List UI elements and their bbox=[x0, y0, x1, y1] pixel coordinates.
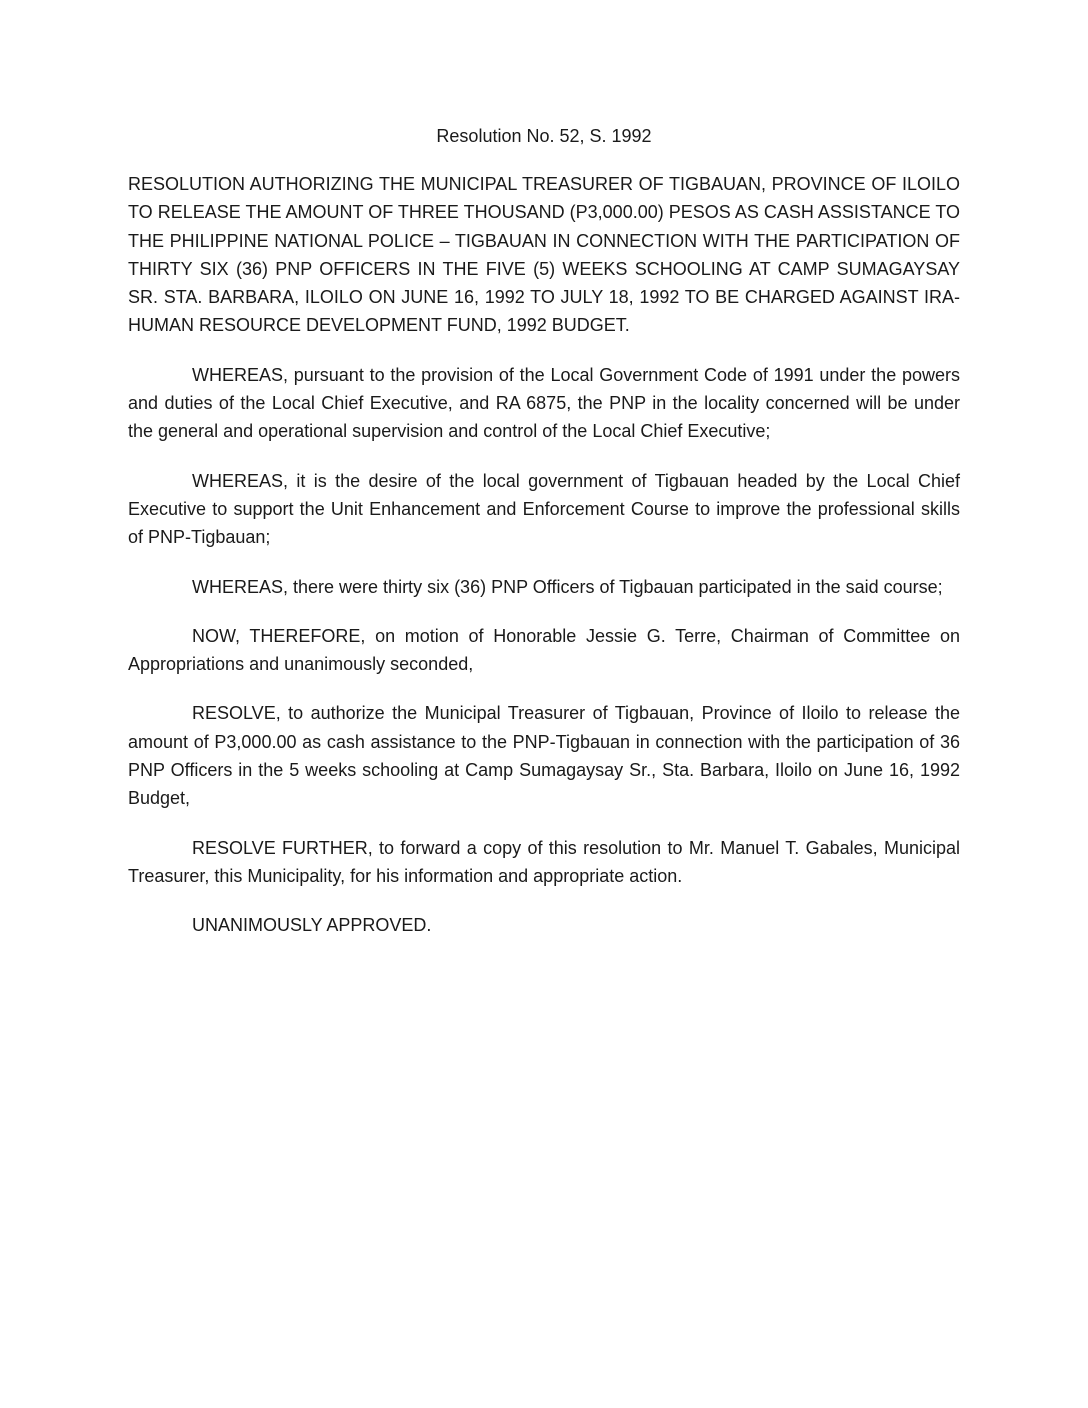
paragraph-resolution-preamble: RESOLUTION AUTHORIZING THE MUNICIPAL TREASURER OF TIGBAUAN, PROVINCE OF ILOILO TO RELEASE THE AMOUNT OF THREE THOUSAND (P3,000.00) PESOS AS CASH ASSISTANCE TO THE PHILIPPINE NATIONAL POLICE – TIGBAUAN IN CONNECTION WITH THE PARTICIPATION OF THIRTY SIX (36) PNP OFFICERS IN THE FIVE (5) WEEKS SCHOOLING AT CAMP SUMAGAYSAY SR. STA. BARBARA, ILOILO ON JUNE 16, 1992 TO JULY 18, 1992 TO BE CHARGED AGAINST IRA-HUMAN RESOURCE DEVELOPMENT FUND, 1992 BUDGET. bbox=[128, 174, 960, 336]
paragraph-whereas-3: WHEREAS, there were thirty six (36) PNP Officers of Tigbauan participated in the said course; bbox=[192, 576, 943, 597]
paragraph-whereas-2: WHEREAS, it is the desire of the local government of Tigbauan headed by the Local Chief Executive to support the Unit Enhancement and Enforcement Course to improve the professional skills of PNP-Tigbauan; bbox=[128, 470, 960, 548]
paragraph-whereas-1: WHEREAS, pursuant to the provision of the Local Government Code of 1991 under the powers and duties of the Local Chief Executive, and RA 6875, the PNP in the locality concerned will be under the general and operational supervision and control of the Local Chief Executive; bbox=[128, 364, 960, 442]
paragraph-unanimously-approved: UNANIMOUSLY APPROVED. bbox=[192, 915, 432, 936]
paragraph-resolve-further: RESOLVE FURTHER, to forward a copy of this resolution to Mr. Manuel T. Gabales, Municipal Treasurer, this Municipality, for his information and appropriate action. bbox=[128, 837, 960, 886]
paragraph-now-therefore: NOW, THEREFORE, on motion of Honorable Jessie G. Terre, Chairman of Committee on Appropriations and unanimously seconded, bbox=[128, 625, 960, 675]
paragraph-resolve: RESOLVE, to authorize the Municipal Treasurer of Tigbauan, Province of Iloilo to release the amount of P3,000.00 as cash assistance to the PNP-Tigbauan in connection with the participation of 36 PNP Officers in the 5 weeks schooling at Camp Sumagaysay Sr., Sta. Barbara, Iloilo on June 16, 1992 Budget, bbox=[128, 703, 960, 809]
document-title: Resolution No. 52, S. 1992 bbox=[436, 126, 652, 146]
